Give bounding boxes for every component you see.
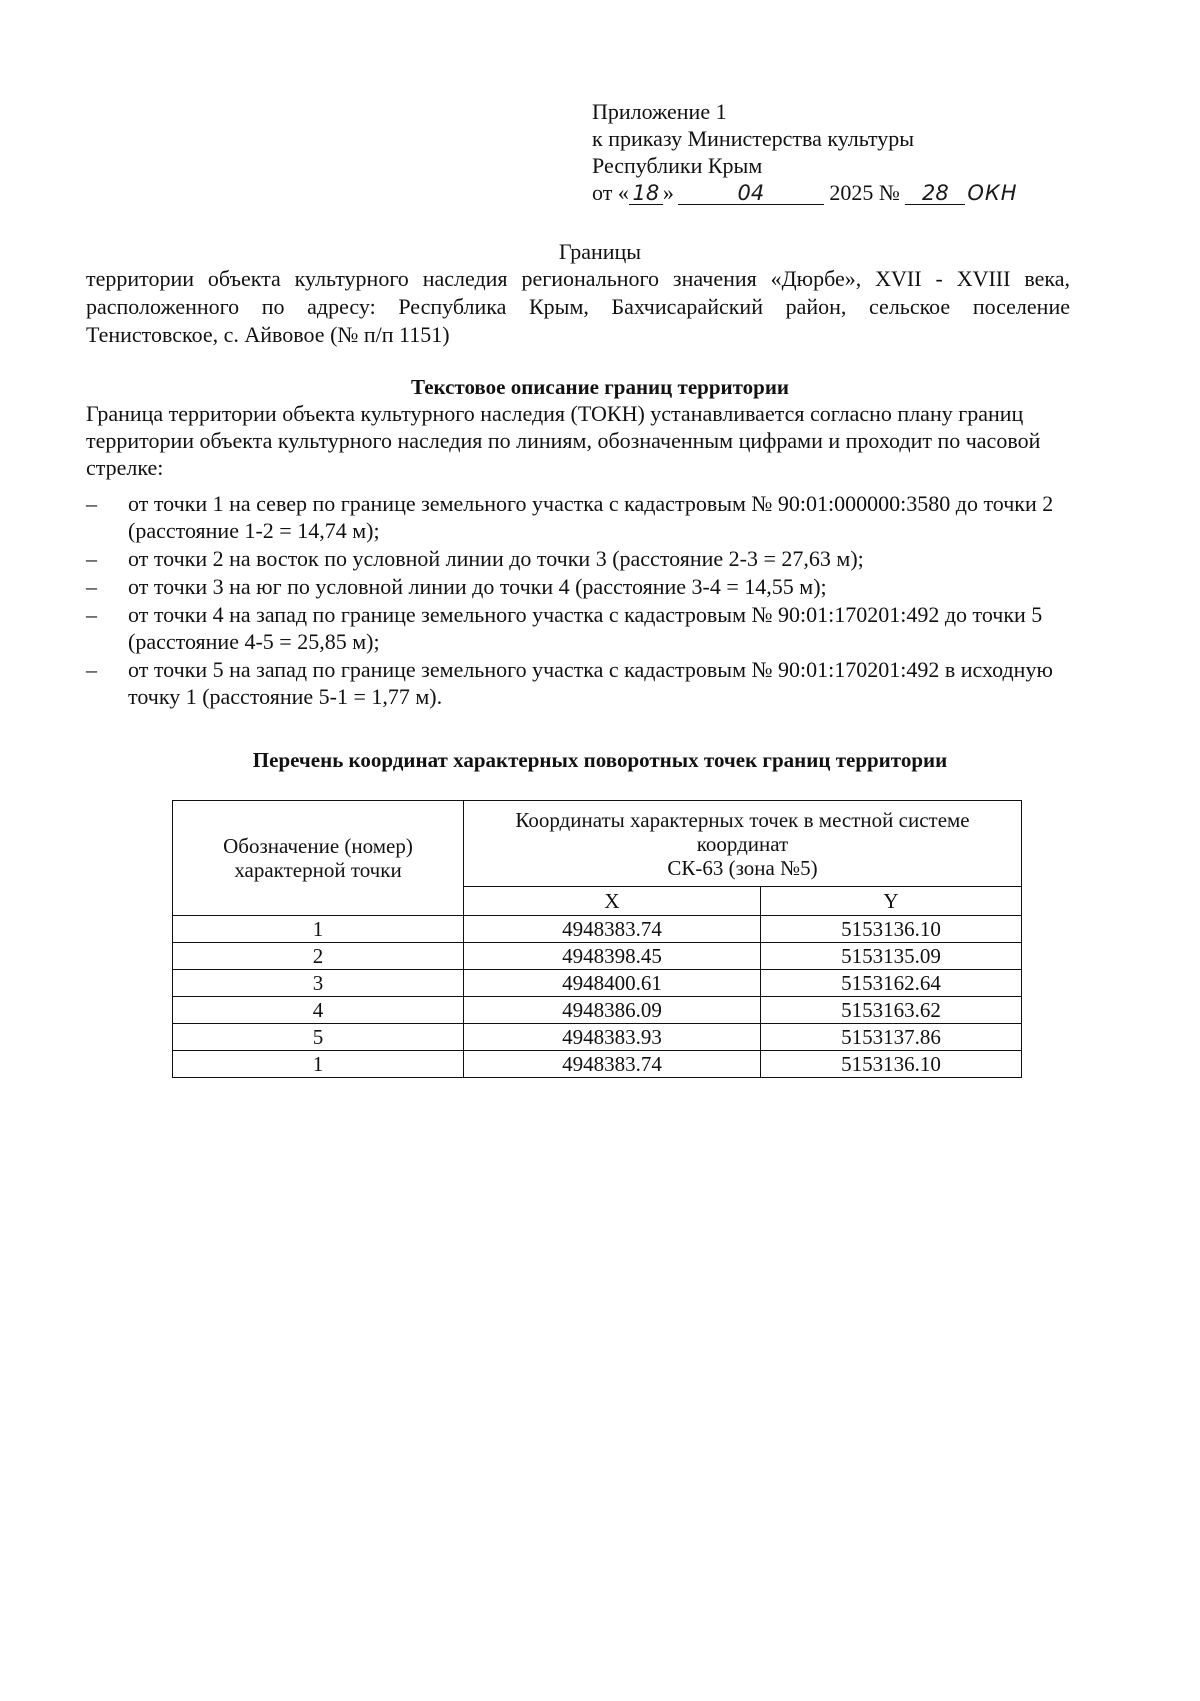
text-description-heading: Текстовое описание границ территории — [410, 375, 790, 399]
dash-bullet: – — [86, 546, 97, 571]
point-number-cell: 2 — [173, 943, 464, 970]
y-coordinate-cell: 5153137.86 — [761, 1024, 1022, 1051]
appendix-republic: Республики Крым — [592, 153, 763, 178]
document-title: Границы — [558, 239, 642, 264]
dash-bullet: – — [86, 602, 97, 627]
y-coordinate-cell: 5153136.10 — [761, 1051, 1022, 1078]
table-row — [173, 916, 1022, 943]
x-coordinate-cell: 4948386.09 — [464, 997, 761, 1024]
table-row — [173, 1051, 1022, 1078]
list-item — [86, 490, 1086, 544]
point-number-cell: 1 — [173, 1051, 464, 1078]
coordinates-heading: Перечень координат характерных поворотных точек границ территории — [252, 748, 948, 772]
coordinates-table — [172, 800, 1022, 1078]
document-subtitle: территории объекта культурного наследия регионального значения «Дюрбе», XVII - XVIII века, расположенного по адресу: Республика Крым, Бахчисарайский район, сельское поселение Тенистовское, с. Айвовое (№ п/п 1151) — [86, 266, 1070, 347]
x-coordinate-cell: 4948383.93 — [464, 1024, 761, 1051]
list-item-text: от точки 3 на юг по условной линии до точки 4 (расстояние 3-4 = 14,55 м); — [128, 574, 827, 599]
point-number-cell: 3 — [173, 970, 464, 997]
point-number-cell: 1 — [173, 916, 464, 943]
dash-bullet: – — [86, 657, 97, 682]
table-row — [173, 943, 1022, 970]
header-coordinates-zone: СК-63 (зона №5) — [667, 855, 818, 880]
header-point-designation: Обозначение (номер) характерной точки — [173, 801, 464, 916]
x-coordinate-cell: 4948383.74 — [464, 916, 761, 943]
header-coordinates-group — [464, 801, 1022, 887]
order-suffix-handwritten: ОКН — [967, 181, 1018, 205]
header-coordinates-system: Координаты характерных точек в местной системе координат — [515, 807, 970, 856]
order-day-close: » — [662, 180, 674, 205]
order-year-label: 2025 № — [829, 180, 900, 205]
table-row — [173, 970, 1022, 997]
x-coordinate-cell: 4948383.74 — [464, 1051, 761, 1078]
appendix-block — [592, 98, 1018, 206]
list-item — [86, 656, 1086, 710]
dash-bullet: – — [86, 574, 97, 599]
dash-bullet: – — [86, 491, 97, 516]
y-coordinate-cell: 5153163.62 — [761, 997, 1022, 1024]
table-header-row — [173, 801, 1022, 887]
list-item-text: от точки 4 на запад по границе земельного участка с кадастровым № 90:01:170201:492 до точки 5 (расстояние 4-5 = 25,85 м); — [128, 602, 1043, 654]
order-day-handwritten: 18 — [629, 182, 663, 205]
appendix-order-ref: к приказу Министерства культуры — [592, 126, 915, 151]
table-row — [173, 997, 1022, 1024]
order-date-prefix: от « — [592, 180, 629, 205]
list-item — [86, 545, 1086, 572]
order-date-line — [592, 179, 1018, 206]
list-item-text: от точки 1 на север по границе земельного участка с кадастровым № 90:01:000000:3580 до точки 2 (расстояние 1-2 = 14,74 м); — [128, 491, 1054, 543]
y-coordinate-cell: 5153136.10 — [761, 916, 1022, 943]
list-item — [86, 573, 1086, 600]
list-item-text: от точки 2 на восток по условной линии до точки 3 (расстояние 2-3 = 27,63 м); — [128, 546, 864, 571]
y-coordinate-cell: 5153135.09 — [761, 943, 1022, 970]
list-item — [86, 601, 1086, 655]
text-description-intro: Граница территории объекта культурного наследия (ТОКН) устанавливается согласно плану границ территории объекта культурного наследия по линиям, обозначенным цифрами и проходит по часовой стрелке: — [86, 401, 1041, 480]
x-coordinate-cell: 4948400.61 — [464, 970, 761, 997]
header-y: Y — [761, 887, 1022, 916]
order-number-handwritten: 28 — [905, 182, 965, 205]
point-number-cell: 5 — [173, 1024, 464, 1051]
order-month-handwritten: 04 — [678, 182, 824, 205]
table-row — [173, 1024, 1022, 1051]
boundary-segments-list — [86, 490, 1086, 711]
x-coordinate-cell: 4948398.45 — [464, 943, 761, 970]
header-x: X — [464, 887, 761, 916]
point-number-cell: 4 — [173, 997, 464, 1024]
appendix-label: Приложение 1 — [592, 99, 727, 124]
list-item-text: от точки 5 на запад по границе земельного участка с кадастровым № 90:01:170201:492 в исходную точку 1 (расстояние 5-1 = 1,77 м). — [128, 657, 1053, 709]
y-coordinate-cell: 5153162.64 — [761, 970, 1022, 997]
